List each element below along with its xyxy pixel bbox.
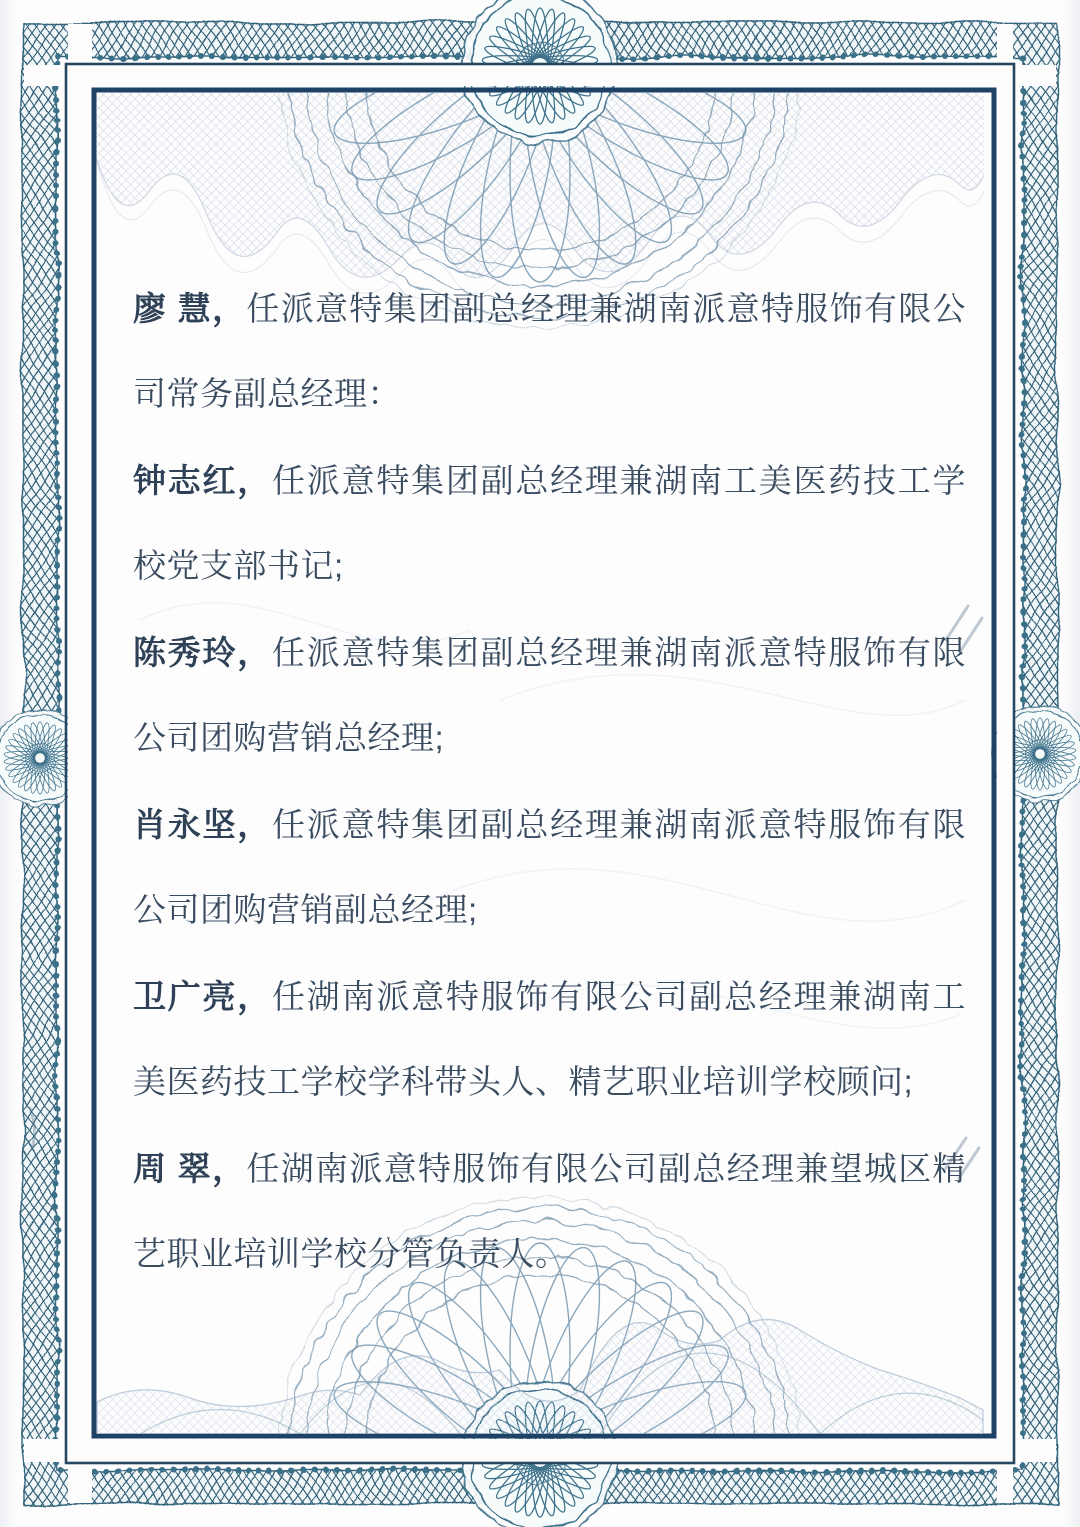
person-name: 廖 慧， (133, 290, 247, 327)
appointment-text: 任湖南派意特服饰有限公司副总经理兼湖南工美医药技工学校学科带头人、精艺职业培训学校顾问; (133, 978, 967, 1100)
appointment-entry (133, 610, 966, 780)
appointment-text: 任派意特集团副总经理兼湖南派意特服饰有限公司常务副总经理： (133, 290, 966, 412)
appointment-text: 任派意特集团副总经理兼湖南工美医药技工学校党支部书记; (133, 462, 967, 584)
appointment-text: 任湖南派意特服饰有限公司副总经理兼望城区精艺职业培训学校分管负责人。 (133, 1150, 966, 1272)
person-name: 陈秀玲， (133, 634, 273, 671)
person-name: 卫广亮， (133, 978, 273, 1015)
mountain-watermark (97, 1320, 983, 1434)
appointment-entry (133, 438, 966, 608)
appointment-list (133, 266, 966, 1296)
person-name: 周 翠， (133, 1150, 247, 1187)
appointment-entry (133, 1126, 966, 1296)
appointment-entry (133, 266, 966, 436)
person-name: 肖永坚， (133, 806, 273, 843)
appointment-text: 任派意特集团副总经理兼湖南派意特服饰有限公司团购营销总经理; (133, 634, 967, 756)
appointment-entry (133, 782, 966, 952)
appointment-text: 任派意特集团副总经理兼湖南派意特服饰有限公司团购营销副总经理; (133, 806, 967, 928)
person-name: 钟志红， (133, 462, 273, 499)
appointment-entry (133, 954, 966, 1124)
